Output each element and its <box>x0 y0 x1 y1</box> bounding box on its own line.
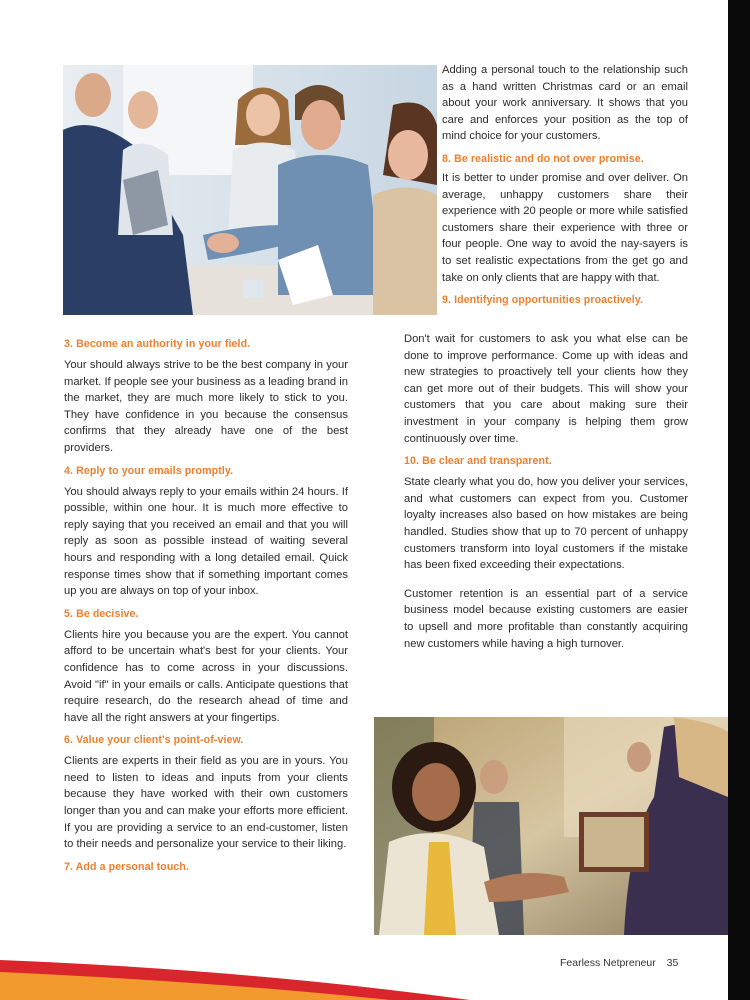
section-8-heading: 8. Be realistic and do not over promise. <box>442 152 644 165</box>
section-5-text: Clients hire you because you are the expert. You cannot afford to be uncertain what's best for your clients. Your confidence has to come across in your discussions. Avoid "if" in your emails or calls. Anticipate questions that require research, do the research ahead of time and have all the right answers at your fingertips. <box>64 628 348 724</box>
right-main-column <box>404 331 688 659</box>
section-6-heading: 6. Value your client's point-of-view. <box>64 734 244 747</box>
section-8-text: It is better to under promise and over deliver. On average, unhappy customers share their experience with 20 people or more while satisfied customers share their experience with three or four people. One way to avoid the nay-sayers is to set realistic expectations from the get go and take on only clients that are happy with that. <box>442 171 688 284</box>
section-10-heading: 10. Be clear and transparent. <box>404 455 552 468</box>
left-column <box>64 337 348 880</box>
page-edge-border <box>728 0 750 1000</box>
footer-swoosh-decoration <box>0 940 728 1000</box>
section-9-heading: 9. Identifying opportunities proactively. <box>442 294 644 307</box>
section-7-heading: 7. Add a personal touch. <box>64 860 190 873</box>
section-9-text: Don't wait for customers to ask you what else can be done to improve performance. Come up with ideas and new strategies to proactively tell your clients how they can get more out of their budgets. This will show your customers that you care about making sure their investment in your company is helping them grow continuously over time. <box>404 333 688 445</box>
page-footer <box>560 957 678 969</box>
meeting-handshake-photo <box>63 65 437 315</box>
section-6-text: Clients are experts in their field as you are in yours. You need to listen to ideas and inputs from your clients because they have worked with their own customers longer than you and can make your efforts more efficient. If you are providing a service to an end-customer, listen to their needs and personalize your service to their liking. <box>64 755 348 851</box>
smiling-woman-handshake-photo <box>374 717 728 935</box>
section-4-text: You should always reply to your emails within 24 hours. If possible, within one hour. It is much more effective to reply saying that you received an email and that you will reply as soon as possible instead of waiting several hours and responding with a long detailed email. Quick response times show that if something important comes up you are always on top of your inbox. <box>64 485 348 598</box>
intro-paragraph: Adding a personal touch to the relationship such as a hand written Christmas card or an email about your work anniversary. It shows that you care and enforces your position as the top of mind choice for your customers. <box>442 64 688 143</box>
page-number: 35 <box>666 957 679 969</box>
section-10-text: State clearly what you do, how you deliver your services, and what customers can expect from you. Customer loyalty increases also based on how mistakes are being handled. Studies show that up to 70 percent of unhappy customers transform into loyal customers if the mistake has been fixed exceeding their expectations. <box>404 476 688 572</box>
section-5-heading: 5. Be decisive. <box>64 607 139 620</box>
section-3-text: Your should always strive to be the best company in your market. If people see your business as a leading brand in the market, they are much more likely to stick to you. They have confidence in you because the consensus confirms that they already have one of the best providers. <box>64 359 348 454</box>
section-4-heading: 4. Reply to your emails promptly. <box>64 464 234 477</box>
right-top-column <box>442 62 688 313</box>
section-3-heading: 3. Become an authority in your field. <box>64 338 251 350</box>
publication-name: Fearless Netpreneur <box>560 957 656 969</box>
closing-paragraph: Customer retention is an essential part of a service business model because existing customers are easier to upsell and more profitable than constantly acquiring new customers while having a high turnover. <box>404 587 688 650</box>
